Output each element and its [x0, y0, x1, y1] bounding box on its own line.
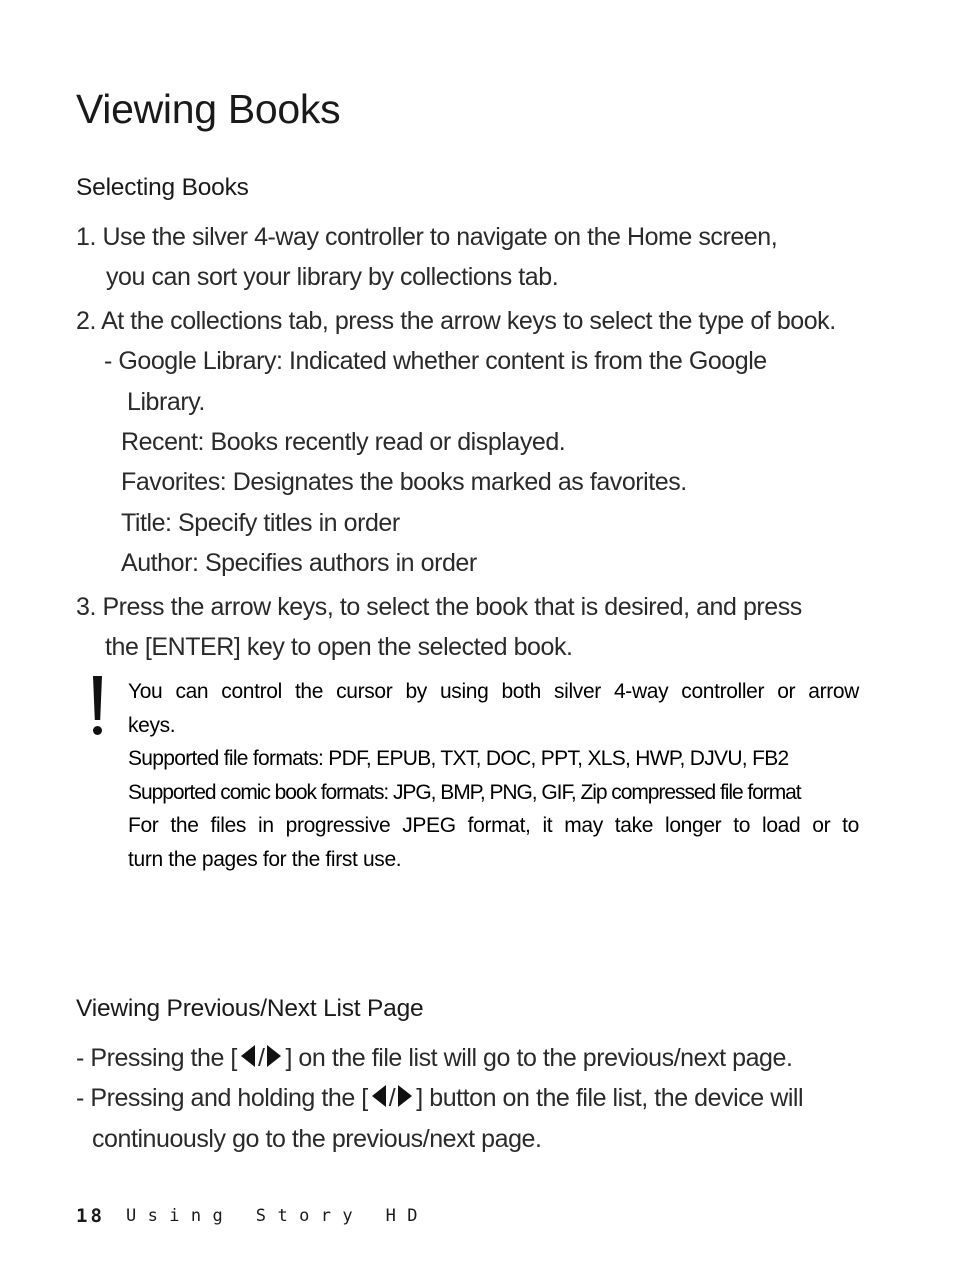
- page-number: 18: [76, 1205, 105, 1227]
- right-arrow-icon: [398, 1085, 412, 1107]
- prev-next-line-1-sep: /: [257, 1044, 265, 1072]
- section-heading-prev-next: Viewing Previous/Next List Page: [76, 995, 424, 1022]
- prev-next-line-1-before: - Pressing the [: [76, 1044, 237, 1072]
- note-file-formats: Supported file formats: PDF, EPUB, TXT, DOC, PPT, XLS, HWP, DJVU, FB2: [128, 747, 789, 770]
- step-3-line-2: the [ENTER] key to open the selected book.: [105, 633, 573, 661]
- step-2: 2. At the collections tab, press the arrow keys to select the type of book.: [76, 307, 836, 335]
- step-3-line-1: 3. Press the arrow keys, to select the book that is desired, and press: [76, 593, 802, 621]
- prev-next-line-2-sep: /: [388, 1084, 396, 1112]
- step-1-line-2: you can sort your library by collections tab.: [106, 263, 559, 291]
- note-line-2: keys.: [128, 714, 176, 737]
- prev-next-line-1-after: ] on the file list will go to the previous/next page.: [285, 1044, 793, 1072]
- prev-next-line-3: continuously go to the previous/next page.: [92, 1125, 542, 1153]
- sub-item-author: Author: Specifies authors in order: [121, 549, 477, 577]
- page-title: Viewing Books: [76, 86, 341, 132]
- note-line-6: turn the pages for the first use.: [128, 848, 402, 871]
- sub-item-google-library-cont: Library.: [127, 388, 205, 416]
- sub-item-recent: Recent: Books recently read or displayed.: [121, 428, 566, 456]
- sub-item-favorites: Favorites: Designates the books marked as favorites.: [121, 468, 687, 496]
- prev-next-line-2-after: ] button on the file list, the device will: [416, 1084, 804, 1112]
- prev-next-line-2-before: - Pressing and holding the [: [76, 1084, 368, 1112]
- step-1-line-1: 1. Use the silver 4-way controller to navigate on the Home screen,: [76, 223, 778, 251]
- prev-next-line-1: [76, 1044, 792, 1073]
- note-line-5: For the files in progressive JPEG format, it may take longer to load or to: [128, 814, 859, 837]
- left-arrow-icon: [241, 1045, 255, 1067]
- right-arrow-icon: [267, 1045, 281, 1067]
- left-arrow-icon: [372, 1085, 386, 1107]
- note-line-1: You can control the cursor by using both silver 4-way controller or arrow: [128, 680, 859, 703]
- exclamation-icon: [88, 676, 108, 738]
- running-footer: Using Story HD: [126, 1206, 429, 1226]
- note-comic-formats: Supported comic book formats: JPG, BMP, PNG, GIF, Zip compressed file format: [128, 781, 801, 804]
- section-heading-selecting-books: Selecting Books: [76, 174, 249, 201]
- prev-next-line-2: [76, 1084, 803, 1113]
- sub-item-google-library: - Google Library: Indicated whether content is from the Google: [104, 347, 767, 375]
- sub-item-title: Title: Specify titles in order: [121, 509, 400, 537]
